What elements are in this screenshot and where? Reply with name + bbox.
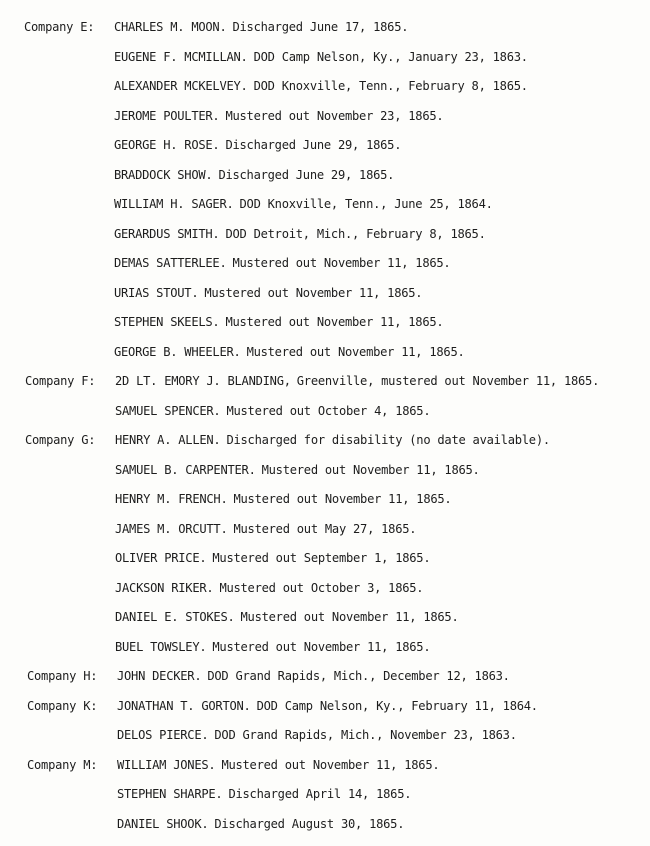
roster-row xyxy=(0,548,650,568)
service-detail: DOD Camp Nelson, Ky., January 23, 1863. xyxy=(253,49,528,64)
roster-entry xyxy=(114,342,465,362)
roster-row xyxy=(0,430,650,450)
service-detail: Mustered out November 11, 1865. xyxy=(233,492,452,506)
roster-entry xyxy=(117,696,538,716)
service-detail: Mustered out November 23, 1865. xyxy=(225,108,444,123)
soldier-name: DANIEL SHOOK. xyxy=(117,816,209,831)
roster-entry xyxy=(114,106,443,126)
company-label: Company F: xyxy=(25,374,96,388)
service-detail: DOD Knoxville, Tenn., June 25, 1864. xyxy=(239,197,493,211)
service-detail: DOD Knoxville, Tenn., February 8, 1865. xyxy=(253,79,528,93)
company-label: Company K: xyxy=(27,698,98,713)
soldier-name: WILLIAM H. SAGER. xyxy=(114,197,234,211)
roster-entry xyxy=(117,755,439,775)
roster-entry xyxy=(114,76,528,96)
service-detail: Mustered out September 1, 1865. xyxy=(212,551,431,565)
service-detail: Mustered out November 11, 1865. xyxy=(204,285,423,300)
roster-row xyxy=(0,666,650,686)
company-label: Company M: xyxy=(27,757,98,772)
roster-row xyxy=(0,76,650,96)
roster-row xyxy=(0,47,650,67)
roster-entry xyxy=(115,607,459,627)
soldier-name: HENRY A. ALLEN. xyxy=(115,433,221,447)
soldier-name: GEORGE B. WHEELER. xyxy=(114,344,241,359)
roster-row xyxy=(0,460,650,480)
soldier-name: CHARLES M. MOON. xyxy=(114,20,227,34)
roster-row xyxy=(0,784,650,804)
soldier-name: GEORGE H. ROSE. xyxy=(114,138,220,152)
roster-entry xyxy=(115,489,451,509)
service-detail: Mustered out November 11, 1865. xyxy=(225,315,444,329)
soldier-name: SAMUEL B. CARPENTER. xyxy=(115,462,256,477)
service-detail: DOD Grand Rapids, Mich., December 12, 1863. xyxy=(207,669,510,683)
soldier-name: STEPHEN SKEELS. xyxy=(114,315,220,329)
roster-row xyxy=(0,17,650,37)
service-detail: Mustered out October 4, 1865. xyxy=(226,403,431,418)
roster-row xyxy=(0,489,650,509)
roster-row xyxy=(0,814,650,834)
roster-row xyxy=(0,194,650,214)
roster-row xyxy=(0,519,650,539)
soldier-name: GERARDUS SMITH. xyxy=(114,226,220,241)
soldier-name: DEMAS SATTERLEE. xyxy=(114,256,227,270)
service-detail: Mustered out November 11, 1865. xyxy=(232,256,451,270)
roster-row xyxy=(0,135,650,155)
roster-entry xyxy=(114,283,422,303)
soldier-name: BUEL TOWSLEY. xyxy=(115,639,207,654)
roster-entry xyxy=(115,519,416,539)
roster-entry xyxy=(114,312,443,332)
roster-entry xyxy=(115,548,430,568)
soldier-name: ALEXANDER MCKELVEY. xyxy=(114,79,248,93)
roster-row xyxy=(0,312,650,332)
service-detail: Mustered out May 27, 1865. xyxy=(233,521,417,536)
service-detail: Discharged April 14, 1865. xyxy=(228,787,412,801)
soldier-name: EUGENE F. MCMILLAN. xyxy=(114,49,248,64)
roster-row xyxy=(0,696,650,716)
roster-entry xyxy=(115,578,423,598)
service-detail: DOD Detroit, Mich., February 8, 1865. xyxy=(225,226,486,241)
roster-row xyxy=(0,283,650,303)
soldier-name: DANIEL E. STOKES. xyxy=(115,610,235,624)
service-detail: Mustered out October 3, 1865. xyxy=(219,580,424,595)
soldier-name: STEPHEN SHARPE. xyxy=(117,787,223,801)
soldier-name: JONATHAN T. GORTON. xyxy=(117,698,251,713)
roster-row xyxy=(0,578,650,598)
roster-row xyxy=(0,224,650,244)
roster-row xyxy=(0,755,650,775)
roster-entry xyxy=(115,637,430,657)
service-detail: Discharged June 29, 1865. xyxy=(218,167,395,182)
roster-entry xyxy=(117,784,411,804)
roster-row xyxy=(0,371,650,391)
roster-row xyxy=(0,253,650,273)
roster-entry xyxy=(117,725,517,745)
roster-row xyxy=(0,106,650,126)
roster-entry xyxy=(114,47,528,67)
roster-entry xyxy=(114,135,401,155)
company-label: Company H: xyxy=(27,669,98,683)
roster-entry xyxy=(114,165,394,185)
service-detail: DOD Camp Nelson, Ky., February 11, 1864. xyxy=(256,698,538,713)
roster-row xyxy=(0,607,650,627)
roster-entry xyxy=(114,17,408,37)
soldier-name: SAMUEL SPENCER. xyxy=(115,403,221,418)
soldier-name: HENRY M. FRENCH. xyxy=(115,492,228,506)
soldier-name: DELOS PIERCE. xyxy=(117,728,209,742)
roster-row xyxy=(0,637,650,657)
soldier-name: WILLIAM JONES. xyxy=(117,757,216,772)
roster-row xyxy=(0,725,650,745)
service-detail: Discharged August 30, 1865. xyxy=(214,816,405,831)
roster-entry xyxy=(115,371,599,391)
service-detail: DOD Grand Rapids, Mich., November 23, 1863. xyxy=(214,728,517,742)
soldier-name: OLIVER PRICE. xyxy=(115,551,207,565)
service-detail: Mustered out November 11, 1865. xyxy=(261,462,480,477)
roster-entry xyxy=(117,814,404,834)
service-detail: Discharged June 17, 1865. xyxy=(232,20,409,34)
service-detail: Greenville, mustered out November 11, 1865. xyxy=(296,374,600,388)
service-detail: Mustered out November 11, 1865. xyxy=(221,757,440,772)
soldier-name: BRADDOCK SHOW. xyxy=(114,167,213,182)
soldier-name: URIAS STOUT. xyxy=(114,285,199,300)
company-label: Company E: xyxy=(24,20,95,34)
service-detail: Mustered out November 11, 1865. xyxy=(240,610,459,624)
roster-entry xyxy=(117,666,510,686)
company-label: Company G: xyxy=(25,433,96,447)
roster-row xyxy=(0,401,650,421)
soldier-name: JOHN DECKER. xyxy=(117,669,202,683)
service-detail: Discharged for disability (no date available). xyxy=(226,433,550,447)
roster-entry xyxy=(115,460,480,480)
roster-entry xyxy=(115,401,430,421)
roster-row xyxy=(0,342,650,362)
soldier-name: 2D LT. EMORY J. BLANDING, xyxy=(115,374,291,388)
roster-entry xyxy=(114,224,486,244)
service-detail: Mustered out November 11, 1865. xyxy=(246,344,465,359)
roster-entry xyxy=(114,194,493,214)
soldier-name: JACKSON RIKER. xyxy=(115,580,214,595)
roster-entry xyxy=(115,430,550,450)
service-detail: Mustered out November 11, 1865. xyxy=(212,639,431,654)
soldier-name: JEROME POULTER. xyxy=(114,108,220,123)
soldier-name: JAMES M. ORCUTT. xyxy=(115,521,228,536)
roster-row xyxy=(0,165,650,185)
roster-entry xyxy=(114,253,450,273)
service-detail: Discharged June 29, 1865. xyxy=(225,138,402,152)
